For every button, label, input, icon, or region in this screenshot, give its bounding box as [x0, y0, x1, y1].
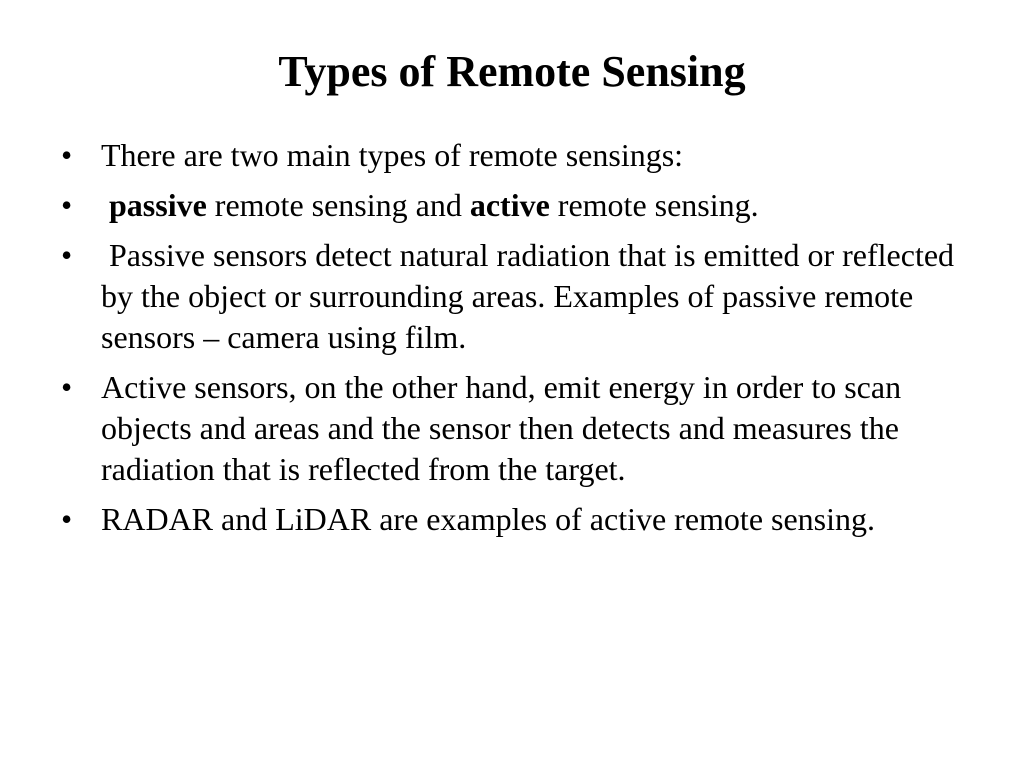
- term-passive: passive: [109, 187, 207, 223]
- bullet-text: There are two main types of remote sensings:: [101, 137, 684, 173]
- bullet-icon: •: [61, 237, 73, 273]
- bullet-icon: •: [61, 501, 73, 537]
- bullet-text-mid: remote sensing and: [206, 187, 470, 223]
- bullet-item: [0, 499, 1024, 540]
- bullet-item: [0, 367, 1024, 490]
- bullet-lead-space: [101, 187, 109, 223]
- term-active: active: [469, 187, 550, 223]
- bullet-item: [0, 135, 1024, 176]
- bullet-icon: •: [61, 187, 73, 223]
- bullet-icon: •: [61, 369, 73, 405]
- bullet-list: [0, 135, 1024, 549]
- bullet-text-tail: remote sensing.: [549, 187, 759, 223]
- slide-title: Types of Remote Sensing: [278, 47, 746, 96]
- bullet-text: Passive sensors detect natural radiation that is emitted or reflected by the object or surrounding areas. Examples of passive remote sensors – camera using film.: [101, 237, 963, 355]
- bullet-icon: •: [61, 137, 73, 173]
- bullet-item: [0, 235, 1024, 358]
- bullet-text: RADAR and LiDAR are examples of active remote sensing.: [101, 501, 876, 537]
- bullet-text: [101, 187, 759, 223]
- bullet-item: [0, 185, 1024, 226]
- bullet-text: Active sensors, on the other hand, emit energy in order to scan objects and areas and the sensor then detects and measures the radiation that is reflected from the target.: [101, 369, 902, 487]
